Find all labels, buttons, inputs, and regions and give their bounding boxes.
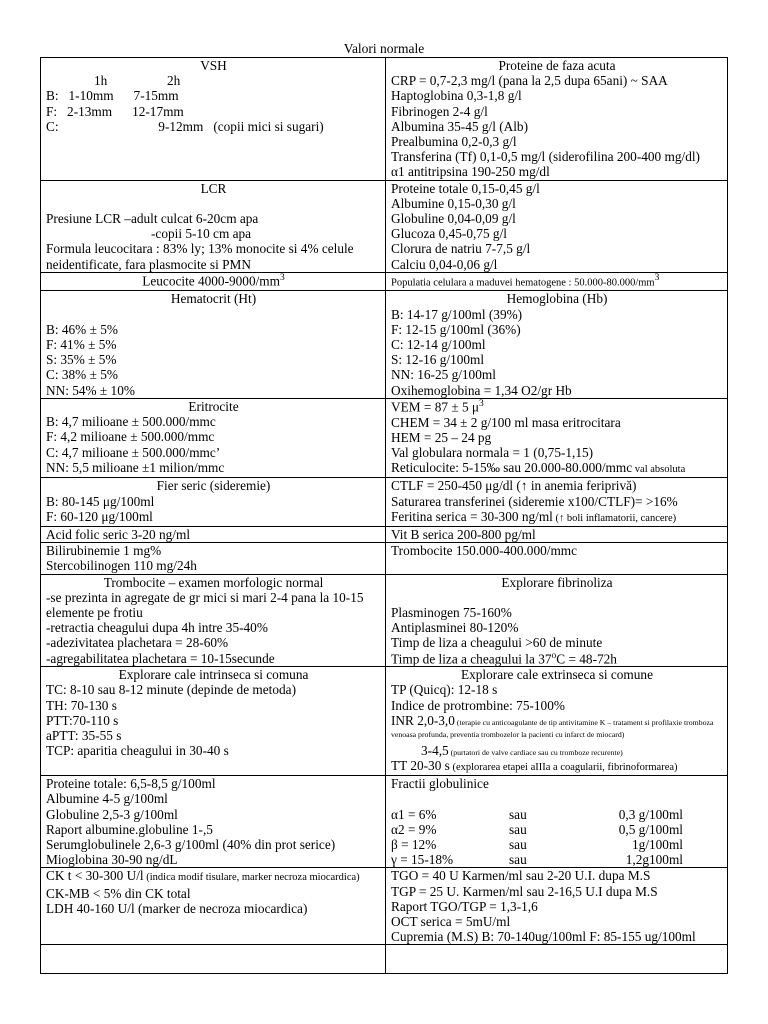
list-item: S: 35% ± 5% (46, 352, 117, 368)
list-item: TGP = 25 U. Karmen/ml sau 2-16,5 U.I dupa M.S (391, 883, 658, 899)
ck-note: (indica modif tisulare, marker necroza miocardica) (143, 872, 360, 884)
table-row (41, 868, 728, 945)
vsh-c: C: 9-12mm (copii mici si sugari) (46, 118, 324, 134)
maduva-text: Populatia celulara a maduvei hematogene : 50.000-80.000/mm (391, 277, 655, 289)
feritina-text: Feritina serica = 30-300 ng/ml (391, 508, 553, 524)
vit-b-cell: Vit B serica 200-800 pg/ml (386, 526, 728, 542)
liza-37-text: Timp de liza a cheagului la 37 (391, 650, 552, 666)
fractie-sau: sau (509, 806, 527, 822)
liza-37-value: C = 48-72h (556, 650, 617, 666)
fractie-sau: sau (509, 836, 527, 852)
inr2-text: 3-4,5 (421, 742, 449, 758)
table-row (41, 667, 728, 776)
list-item: Albumine 0,15-0,30 g/l (391, 195, 516, 211)
list-item: Timp de liza a cheagului >60 de minute (391, 635, 603, 651)
vem-sup: 3 (479, 398, 484, 409)
list-item: Cupremia (M.S) B: 70-140ug/100ml F: 85-155 ug/100ml (391, 929, 696, 945)
vem-text: VEM = 87 ± 5 μ (391, 399, 480, 415)
list-item: -se prezinta in agregate de gr mici si mari 2-4 pana la 10-15 elemente pe frotiu (46, 589, 364, 620)
intrinseca-cell (41, 667, 386, 776)
list-item: Prealbumina 0,2-0,3 g/l (391, 134, 517, 150)
empty-cell (386, 945, 728, 974)
liza-37-sup: o (551, 650, 557, 661)
hematocrit-cell (41, 291, 386, 398)
eritrocite-cell (41, 398, 386, 477)
page-title: Valori normale (343, 41, 425, 56)
table-row (41, 776, 728, 868)
maduva-cell (386, 272, 728, 291)
proteine-totale-cell (41, 776, 386, 868)
list-item (391, 822, 723, 837)
table-row (41, 272, 728, 291)
list-item: B: 4,7 milioane ± 500.000/mmc (46, 414, 216, 430)
fier-cell (41, 478, 386, 527)
lcr-cell (41, 180, 386, 272)
list-item: Clorura de natriu 7-7,5 g/l (391, 241, 531, 257)
list-item: Bilirubinemie 1 mg% (46, 543, 162, 559)
inr-note: (terapie cu anticoagulante de tip antivitamine K – tratament si profilaxie tromboza venoasa profunda, preventia trombozelor la pacienti cu infarct de miocard) (391, 717, 714, 739)
list-item: Proteine totale: 6,5-8,5 g/100ml (46, 776, 216, 792)
list-item: Calciu 0,04-0,06 g/l (391, 256, 498, 272)
list-item: -retractia cheagului dupa 4h intre 35-40% (46, 620, 268, 636)
feritina-note: (↑ boli inflamatorii, cancere) (552, 512, 677, 524)
list-item: Serumglobulinele 2,6-3 g/100ml (40% din prot serice) (46, 837, 336, 852)
list-item (391, 852, 723, 867)
table-row (41, 398, 728, 477)
retic-text: Reticulocite: 5-15‰ sau 20.000-80.000/mmc (391, 460, 633, 476)
list-item: α1 antitripsina 190-250 mg/dl (391, 164, 550, 180)
fractie-name: α2 = 9% (391, 821, 437, 837)
list-item: F: 60-120 μg/100ml (46, 508, 153, 524)
fibrinoliza-cell (386, 574, 728, 667)
list-item: TCP: aparitia cheagului in 30-40 s (46, 743, 229, 759)
table-row (41, 478, 728, 527)
retic-note: val absoluta (632, 464, 686, 476)
vsh-col-2h: 2h (167, 73, 181, 89)
inr2-note: (purtatori de valve cardiace sau cu tromboze recurente) (448, 747, 623, 757)
vsh-f: F: 2-13mm 12-17mm (46, 103, 184, 119)
list-item: TP (Quicq): 12-18 s (391, 682, 498, 698)
acid-folic-cell: Acid folic seric 3-20 ng/ml (41, 526, 386, 542)
intrinseca-heading: Explorare cale intrinseca si comuna (118, 667, 309, 683)
ctlf-cell (386, 478, 728, 527)
list-item: -adezivitatea plachetara = 28-60% (46, 635, 229, 651)
list-item (391, 837, 723, 852)
empty-cell (41, 945, 386, 974)
list-item: NN: 54% ± 10% (46, 382, 135, 398)
leucocite-sup: 3 (280, 272, 285, 283)
fractie-sau: sau (509, 821, 527, 837)
proteine-faza-heading: Proteine de faza acuta (498, 58, 616, 73)
list-item (391, 807, 723, 822)
trombocite-cell (41, 574, 386, 667)
list-item: aPTT: 35-55 s (46, 727, 122, 743)
list-item: F: 12-15 g/100ml (36%) (391, 321, 521, 337)
list-item: Globuline 2,5-3 g/100ml (46, 806, 178, 822)
list-item: Raport TGO/TGP = 1,3-1,6 (391, 898, 538, 914)
list-item: CK-MB < 5% din CK total (46, 885, 191, 901)
vsh-cell (41, 58, 386, 181)
list-item: Oxihemoglobina = 1,34 O2/gr Hb (391, 382, 572, 398)
vsh-heading: VSH (200, 58, 227, 73)
list-item: F: 4,2 milioane ± 500.000/mmc (46, 429, 215, 445)
list-item: Transferina (Tf) 0,1-0,5 mg/l (siderofilina 200-400 mg/dl) (391, 149, 700, 165)
list-item: Presiune LCR –adult culcat 6-20cm apa (46, 211, 259, 227)
eritrocite-heading: Eritrocite (188, 398, 239, 414)
table-row (41, 574, 728, 667)
list-item: S: 12-16 g/100ml (391, 352, 485, 368)
list-item: Stercobilinogen 110 mg/24h (46, 558, 197, 574)
trombocite-val-cell: Trombocite 150.000-400.000/mmc (386, 543, 728, 574)
list-item: Fibrinogen 2-4 g/l (391, 103, 488, 119)
list-item: Saturarea transferinei (sideremie x100/CTLF)= >16% (391, 493, 678, 509)
list-item: HEM = 25 – 24 pg (391, 429, 492, 445)
fractie-value: 0,3 g/100ml (618, 806, 683, 822)
list-item: TH: 70-130 s (46, 697, 117, 713)
list-item: CRP = 0,7-2,3 mg/l (pana la 2,5 dupa 65ani) ~ SAA (391, 73, 668, 89)
ck-text: CK t < 30-300 U/l (46, 868, 144, 884)
list-item: Antiplasminei 80-120% (391, 620, 519, 636)
list-item: F: 41% ± 5% (46, 337, 117, 353)
fractie-value: 1,2g100ml (625, 852, 683, 868)
list-item: LDH 40-160 U/l (marker de necroza miocardica) (46, 900, 308, 916)
list-item: TGO = 40 U Karmen/ml sau 2-20 U.I. dupa M.S (391, 868, 651, 884)
maduva-sup: 3 (654, 272, 660, 283)
hemoglobina-heading: Hemoglobina (Hb) (506, 291, 608, 307)
list-item: -agregabilitatea plachetara = 10-15secunde (46, 650, 275, 666)
hemoglobina-cell (386, 291, 728, 398)
table-row (41, 526, 728, 542)
list-item: B: 80-145 μg/100ml (46, 493, 155, 509)
list-item: B: 46% ± 5% (46, 321, 118, 337)
hematocrit-heading: Hematocrit (Ht) (170, 291, 257, 307)
table-row (41, 58, 728, 181)
list-item: Mioglobina 30-90 ng/dL (46, 852, 178, 868)
fractii-cell (386, 776, 728, 868)
normal-values-table (40, 57, 728, 974)
vsh-columns (46, 73, 381, 88)
list-item: Albumina 35-45 g/l (Alb) (391, 118, 529, 134)
list-item: C: 4,7 milioane ± 500.000/mmc’ (46, 444, 221, 460)
table-row (41, 291, 728, 398)
leucocite-cell (41, 272, 386, 291)
enzime-left-cell (41, 868, 386, 945)
tt-note: (explorarea etapei aIIIa a coagularii, fibrinoformarea) (449, 761, 678, 773)
tt-text: TT 20-30 s (391, 757, 450, 773)
lcr-heading: LCR (200, 180, 227, 196)
fractie-value: 0,5 g/100ml (618, 821, 683, 837)
trombocite-heading: Trombocite – examen morfologic normal (103, 574, 324, 590)
list-item: Haptoglobina 0,3-1,8 g/l (391, 88, 522, 104)
list-item: Val globulara normala = 1 (0,75-1,15) (391, 444, 594, 460)
list-item: Globuline 0,04-0,09 g/l (391, 211, 516, 227)
list-item: B: 14-17 g/100ml (39%) (391, 306, 523, 322)
list-item: CTLF = 250-450 μg/dl (↑ in anemia feriprivă) (391, 478, 637, 494)
list-item: Proteine totale 0,15-0,45 g/l (391, 180, 540, 196)
table-row (41, 180, 728, 272)
list-item: CHEM = 34 ± 2 g/100 ml masa eritrocitara (391, 414, 621, 430)
list-item: C: 38% ± 5% (46, 367, 118, 383)
fractie-value: 1g/100ml (632, 836, 683, 852)
fractie-sau: sau (509, 852, 527, 868)
list-item: -copii 5-10 cm apa (151, 226, 252, 242)
proteine-lcr-cell (386, 180, 728, 272)
inr-text: INR 2,0-3,0 (391, 712, 455, 728)
bilirubina-cell (41, 543, 386, 574)
extrinseca-heading: Explorare cale extrinseca si comune (461, 667, 653, 683)
fractie-name: γ = 15-18% (391, 852, 454, 868)
fractie-name: β = 12% (391, 836, 437, 852)
list-item: C: 12-14 g/100ml (391, 337, 486, 353)
vsh-col-1h: 1h (94, 73, 108, 89)
table-row-empty (41, 945, 728, 974)
list-item: Glucoza 0,45-0,75 g/l (391, 226, 507, 242)
list-item: PTT:70-110 s (46, 712, 119, 728)
list-item: NN: 16-25 g/100ml (391, 367, 496, 383)
table-row (41, 543, 728, 574)
list-item: NN: 5,5 milioane ±1 milion/mmc (46, 459, 225, 475)
list-item: Plasminogen 75-160% (391, 604, 512, 620)
fier-heading: Fier seric (sideremie) (156, 478, 271, 494)
fractii-heading: Fractii globulinice (391, 776, 489, 792)
extrinseca-cell (386, 667, 728, 776)
list-item: TC: 8-10 sau 8-12 minute (depinde de metoda) (46, 682, 296, 698)
leucocite-text: Leucocite 4000-9000/mm (142, 273, 280, 289)
fractie-name: α1 = 6% (391, 806, 437, 822)
indici-cell (386, 398, 728, 477)
list-item: Indice de protrombine: 75-100% (391, 697, 565, 713)
enzime-right-cell (386, 868, 728, 945)
list-item: Formula leucocitara : 83% ly; 13% monocite si 4% celule neidentificate, fara plasmocite si PMN (46, 241, 354, 272)
list-item: OCT serica = 5mU/ml (391, 914, 511, 930)
vsh-b: B: 1-10mm 7-15mm (46, 88, 179, 104)
fibrinoliza-heading: Explorare fibrinoliza (501, 574, 613, 590)
proteine-faza-cell (386, 58, 728, 181)
list-item: Albumine 4-5 g/100ml (46, 791, 168, 807)
list-item: Raport albumine.globuline 1-,5 (46, 821, 213, 837)
